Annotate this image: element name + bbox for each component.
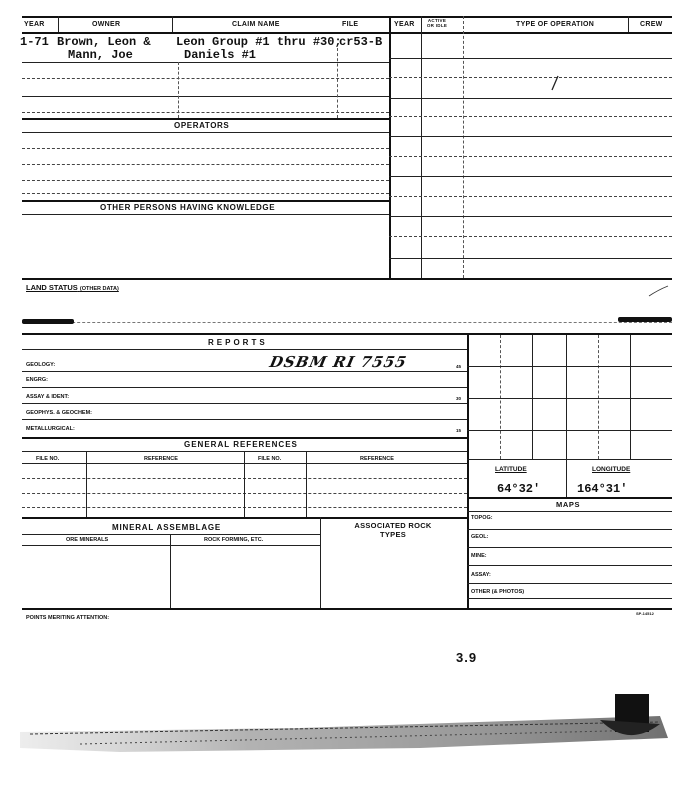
page-number: 3.9 [456, 650, 478, 665]
geology-label: GEOLOGY: [26, 362, 56, 368]
latitude-value: 64°32' [497, 482, 541, 496]
land-status-label [26, 283, 119, 292]
header-file: FILE [342, 21, 359, 28]
metallurgical-label: METALLURGICAL: [26, 426, 75, 432]
header-claim-name: CLAIM NAME [232, 21, 280, 28]
ore-minerals-label: ORE MINERALS [66, 537, 109, 543]
ref-reference-1: REFERENCE [144, 456, 178, 462]
map-assay-label: ASSAY: [471, 572, 491, 578]
claim-line-1: Leon Group #1 thru #30; [176, 35, 342, 49]
general-references-title: GENERAL REFERENCES [184, 440, 298, 449]
scan-artifact-band [0, 690, 678, 785]
header-year: YEAR [24, 21, 45, 28]
grid-number-30: 30 [456, 396, 462, 401]
header-type-of-operation: TYPE OF OPERATION [516, 21, 595, 28]
header-year-2: YEAR [394, 21, 415, 28]
header-crew: CREW [640, 21, 663, 28]
entry-year: 1-71 [20, 35, 49, 49]
points-meriting-attention-label: POINTS MERITING ATTENTION: [26, 615, 110, 621]
ref-file-no-2: FILE NO. [258, 456, 282, 462]
map-geol-label: GEOL: [471, 534, 489, 540]
claim-line-2: Daniels #1 [184, 48, 257, 62]
ink-blot-right [618, 317, 672, 322]
other-persons-title: OTHER PERSONS HAVING KNOWLEDGE [100, 203, 276, 212]
pen-mark [548, 74, 562, 92]
maps-title: MAPS [556, 500, 581, 509]
reports-title: REPORTS [208, 338, 268, 347]
engrg-label: ENGRG: [26, 377, 48, 383]
map-topog-label: TOPOG: [471, 515, 493, 521]
margin-pen-mark [648, 284, 670, 298]
land-status-title: LAND STATUS [26, 283, 78, 292]
map-other-photos-label: OTHER (& PHOTOS) [471, 589, 525, 595]
geophys-geochem-label: GEOPHYS. & GEOCHEM: [26, 410, 93, 416]
associated-rock-types-title: ASSOCIATED ROCK TYPES [354, 521, 432, 539]
grid-number-45: 45 [456, 364, 462, 369]
grid-number-15: 15 [456, 428, 462, 433]
rock-forming-label: ROCK FORMING, ETC. [204, 537, 264, 543]
map-mine-label: MINE: [471, 553, 487, 559]
operators-title: OPERATORS [174, 121, 230, 130]
ref-reference-2: REFERENCE [360, 456, 394, 462]
owner-line-1: Brown, Leon & [57, 35, 151, 49]
ink-blot-left [22, 319, 74, 324]
land-status-subtitle: (OTHER DATA) [79, 286, 119, 292]
header-owner: OWNER [92, 21, 121, 28]
latitude-label: LATITUDE [495, 466, 527, 473]
file-number: cr53-B [339, 35, 383, 49]
longitude-value: 164°31' [577, 482, 628, 496]
owner-line-2: Mann, Joe [68, 48, 133, 62]
geology-handwritten-value: DSBM RI 7555 [268, 353, 409, 371]
header-active-or-idle: ACTIVE OR IDLE [426, 18, 448, 28]
assay-ident-label: ASSAY & IDENT: [26, 394, 70, 400]
form-code: SP-14512 [636, 611, 654, 616]
longitude-label: LONGITUDE [592, 466, 631, 473]
mineral-assemblage-title: MINERAL ASSEMBLAGE [112, 523, 222, 532]
ref-file-no-1: FILE NO. [36, 456, 60, 462]
